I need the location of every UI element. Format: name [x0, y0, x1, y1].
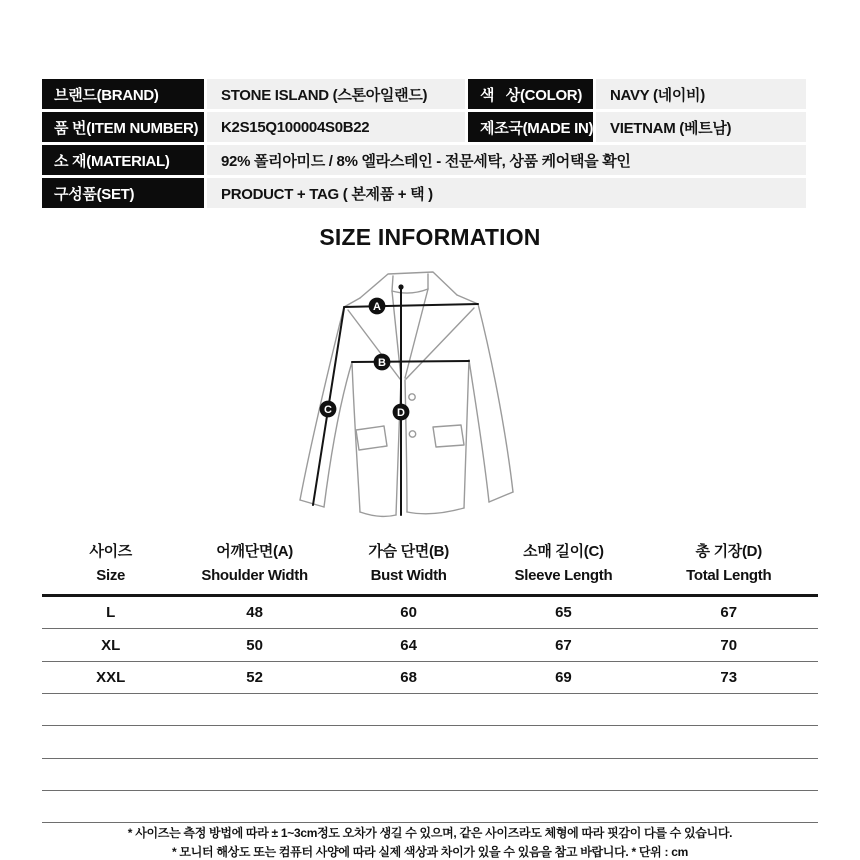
material-value: 92% 폴리아미드 / 8% 엘라스테인 - 전문세탁, 상품 케어택을 확인 — [207, 145, 806, 175]
brand-label: 브랜드(BRAND) — [42, 79, 204, 109]
material-label: 소 재(MATERIAL) — [42, 145, 204, 175]
header-total-length — [639, 540, 817, 588]
header-shoulder-width — [179, 540, 330, 588]
color-label: 색 상(COLOR) — [468, 79, 593, 109]
footnote-monitor-unit: * 모니터 해상도 또는 컴퓨터 사양에 따라 실제 색상과 차이가 있을 수 있음을 참고 바랍니다. * 단위 : cm — [172, 845, 688, 859]
size-row-xl — [42, 629, 818, 661]
header-total-en: Total Length — [686, 567, 772, 584]
size-row-l — [42, 597, 818, 629]
size-table-header — [42, 540, 818, 597]
size-l-shoulder: 48 — [246, 604, 263, 622]
header-shoulder-ko: 어깨단면(A) — [216, 543, 293, 560]
header-bust-en: Bust Width — [370, 567, 447, 584]
badge-c-label: C — [324, 404, 332, 416]
header-size-en: Size — [96, 567, 126, 584]
size-xl-shoulder: 50 — [246, 636, 263, 654]
footnotes — [0, 824, 860, 860]
size-xl-bust: 64 — [400, 636, 417, 654]
item-number-label: 품 번(ITEM NUMBER) — [42, 112, 204, 142]
size-l-label: L — [106, 604, 116, 622]
size-xl-length: 70 — [720, 636, 738, 654]
size-row-empty-1 — [42, 694, 818, 726]
set-value: PRODUCT + TAG ( 본제품 + 택 ) — [207, 178, 806, 208]
size-xxl-shoulder: 52 — [246, 668, 263, 686]
size-xl-label: XL — [101, 636, 121, 654]
header-sleeve-length — [487, 540, 639, 588]
size-l-length: 67 — [720, 604, 738, 622]
jacket-measurement-diagram — [280, 262, 580, 526]
size-xxl-bust: 68 — [400, 668, 417, 686]
badge-b-label: B — [378, 357, 386, 369]
color-value: NAVY (네이비) — [596, 79, 806, 109]
size-table — [42, 540, 818, 823]
size-row-empty-2 — [42, 726, 818, 758]
header-size — [42, 540, 179, 588]
header-size-ko: 사이즈 — [89, 543, 132, 560]
size-row-empty-3 — [42, 759, 818, 791]
jacket-line-drawing — [280, 262, 580, 526]
size-information-title: SIZE INFORMATION — [319, 224, 541, 250]
made-in-label: 제조국(MADE IN) — [468, 112, 593, 142]
size-xxl-length: 73 — [720, 668, 738, 686]
made-in-value: VIETNAM (베트남) — [596, 112, 806, 142]
footnote-size-tolerance: * 사이즈는 측정 방법에 따라 ± 1~3cm정도 오차가 생길 수 있으며, 같은 사이즈라도 체형에 따라 핏감이 다를 수 있습니다. — [127, 826, 733, 840]
size-xxl-label: XXL — [96, 668, 126, 686]
header-shoulder-en: Shoulder Width — [201, 567, 308, 584]
measure-badges — [320, 298, 410, 421]
header-sleeve-ko: 소매 길이(C) — [523, 543, 604, 560]
header-bust-width — [330, 540, 488, 588]
size-row-empty-4 — [42, 791, 818, 823]
badge-d-label: D — [397, 407, 405, 419]
item-number-value: K2S15Q100004S0B22 — [207, 112, 465, 142]
set-label: 구성품(SET) — [42, 178, 204, 208]
size-l-bust: 60 — [400, 604, 417, 622]
size-xl-sleeve: 67 — [555, 636, 572, 654]
header-bust-ko: 가슴 단면(B) — [368, 543, 449, 560]
header-sleeve-en: Sleeve Length — [514, 567, 613, 584]
size-row-xxl — [42, 662, 818, 694]
size-l-sleeve: 65 — [555, 604, 572, 622]
brand-value: STONE ISLAND (스톤아일랜드) — [207, 79, 465, 109]
size-xxl-sleeve: 69 — [555, 668, 572, 686]
header-total-ko: 총 기장(D) — [695, 543, 762, 560]
product-info-table — [42, 79, 806, 208]
collar-anchor-dot — [398, 284, 403, 289]
badge-a-label: A — [373, 301, 381, 313]
